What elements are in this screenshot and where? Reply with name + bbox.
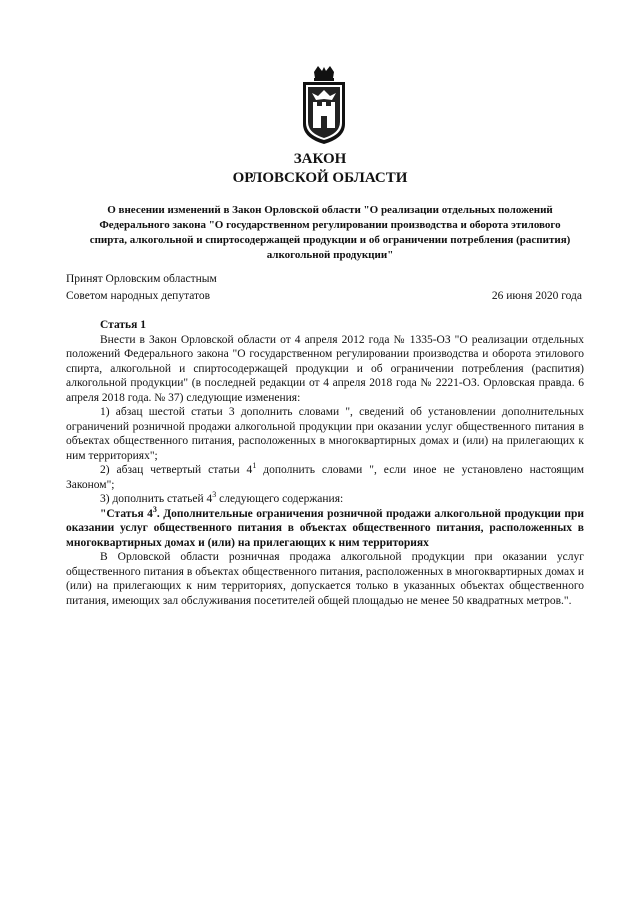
article-1-item-1: 1) абзац шестой статьи 3 дополнить словами ", сведений об установлении дополнительных ограничений розничной продажи алкогольной продукции при оказании услуг общественного питания в объектах общественного питания, расположенных в многоквартирных домах и (или) на прилегающих к ним территориях";: [66, 406, 584, 462]
adoption-body: [66, 271, 217, 305]
adoption-line-1: Принят Орловским областным: [66, 273, 217, 285]
article-1-intro: Внести в Закон Орловской области от 4 апреля 2012 года № 1335-ОЗ "О реализации отдельных положений Федерального закона "О государственном регулировании производства и оборота этилового спирта, алкогольной и спиртосодержащей продукции и об ограничении потребления (распития) алкогольной продукции" (в последней редакции от 4 апреля 2018 года № 2221-ОЗ. Орловская правда. 6 апреля 2018 года. № 37) следующие изменения:: [66, 333, 584, 404]
article-1-item-3: 3) дополнить статьей $4^3$ следующего содержания:: [100, 490, 344, 505]
new-article-heading: "Статья $4^3$. Дополнительные ограничения розничной продажи алкогольной продукции при оказании услуг общественного питания в объектах общественного питания, расположенных в многоквартирных домах и (или) на прилегающих к ним территориях: [66, 504, 584, 549]
adoption-date: 26 июня 2020 года: [491, 290, 582, 302]
region-name: ОРЛОВСКОЙ ОБЛАСТИ: [232, 170, 408, 186]
article-1-heading: Статья 1: [100, 319, 146, 331]
document-type: ЗАКОН: [293, 151, 347, 167]
orel-oblast-coat-of-arms-icon: [300, 66, 348, 146]
law-subject: О внесении изменений в Закон Орловской области "О реализации отдельных положений Федерального закона "О государственном регулировании производства и оборота этилового спирта, алкогольной и спиртосодержащей продукции и об ограничении потребления (распития) алкогольной продукции": [89, 204, 571, 261]
article-1: [66, 318, 584, 608]
article-1-item-2: 2) абзац четвертый статьи $4^1$ дополнить словами ", если иное не установлено настоящим Законом";: [66, 461, 584, 491]
new-article-body: В Орловской области розничная продажа алкогольной продукции при оказании услуг общественного питания в объектах общественного питания, расположенных в многоквартирных домах и (или) на прилегающих к ним территориях, допускается только в указанных объектах общественного питания, имеющих зал обслуживания посетителей общей площадью не менее 50 квадратных метров.".: [66, 551, 584, 607]
adoption-line-2: Советом народных депутатов: [66, 290, 211, 302]
